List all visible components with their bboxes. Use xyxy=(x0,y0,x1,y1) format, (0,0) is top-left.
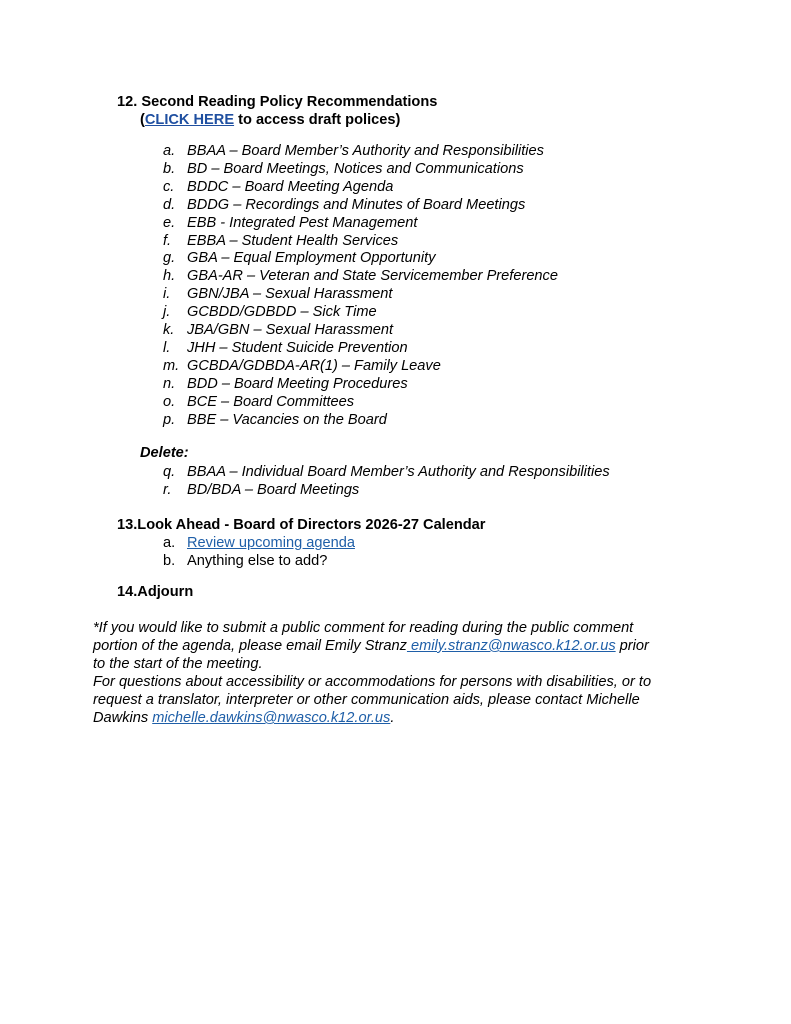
list-item-label: a. xyxy=(163,535,176,551)
list-item-label: n. xyxy=(163,375,176,392)
click-here-link[interactable]: CLICK HERE xyxy=(144,112,235,128)
open-paren: ( xyxy=(140,112,145,128)
list-item xyxy=(163,552,723,570)
list-item-text: GBN/JBA – Sexual Harassment xyxy=(187,286,393,303)
list-item-text: BDDG – Recordings and Minutes of Board Meetings xyxy=(187,196,526,213)
item-13-number: 13. xyxy=(117,517,138,533)
list-item xyxy=(163,142,723,160)
list-item-text: BCE – Board Committees xyxy=(187,393,355,410)
list-item-label: b. xyxy=(163,553,176,569)
delete-heading: Delete: xyxy=(140,445,189,461)
list-item-label: i. xyxy=(163,286,171,303)
list-item xyxy=(163,267,723,285)
list-item-text: EBBA – Student Health Services xyxy=(187,232,399,249)
item-12-title: Second Reading Policy Recommendations xyxy=(141,94,438,110)
item-14-heading xyxy=(117,583,193,601)
list-item xyxy=(163,411,723,429)
list-item xyxy=(163,463,723,481)
accessibility-line-3-prefix: Dawkins xyxy=(93,710,153,726)
list-item-label: e. xyxy=(163,214,176,231)
item-13-heading xyxy=(117,516,485,534)
list-item-text: GBA – Equal Employment Opportunity xyxy=(187,250,436,267)
accessibility-line-1: For questions about accessibility or accommodations for persons with disabilities, or to xyxy=(93,674,652,690)
list-item-text: BD/BDA – Board Meetings xyxy=(187,482,360,498)
list-item-text: BBE – Vacancies on the Board xyxy=(187,411,387,428)
list-item xyxy=(163,285,723,303)
list-item-label: l. xyxy=(163,339,171,356)
list-item-text: BD – Board Meetings, Notices and Communications xyxy=(187,160,524,177)
list-item xyxy=(163,178,723,196)
item-14-number: 14. xyxy=(117,584,138,600)
list-item xyxy=(163,375,723,393)
accessibility-line-3 xyxy=(93,709,394,727)
list-item xyxy=(163,196,723,214)
public-comment-line-2-suffix: prior xyxy=(615,638,649,654)
list-item-label: b. xyxy=(163,160,176,177)
list-item xyxy=(163,249,723,267)
list-item-text: BBAA – Board Member’s Authority and Responsibilities xyxy=(187,143,544,159)
list-item-text: JHH – Student Suicide Prevention xyxy=(187,339,408,356)
emily-email-link[interactable]: emily.stranz@nwasco.k12.or.us xyxy=(406,638,616,654)
public-comment-line-3: to the start of the meeting. xyxy=(93,656,263,672)
list-item-label: h. xyxy=(163,268,176,285)
accessibility-line-3-suffix: . xyxy=(390,710,395,726)
item-12-heading xyxy=(117,93,437,111)
list-item-label: p. xyxy=(163,411,176,428)
list-item-label: c. xyxy=(163,178,175,195)
list-item xyxy=(163,321,723,339)
list-item-text: GBA-AR – Veteran and State Servicemember Preference xyxy=(187,268,558,285)
list-item-label: g. xyxy=(163,250,176,267)
list-item xyxy=(163,303,723,321)
item-12-number: 12. xyxy=(117,94,138,110)
list-item-text: EBB - Integrated Pest Management xyxy=(187,214,418,231)
list-item-label: k. xyxy=(163,322,175,338)
draft-policies-line xyxy=(140,111,400,129)
public-comment-line-2 xyxy=(93,637,649,655)
list-item-label: j. xyxy=(163,304,171,321)
item-13-title: Look Ahead - Board of Directors 2026-27 Calendar xyxy=(137,517,486,533)
item-14-title: Adjourn xyxy=(137,584,194,600)
list-item xyxy=(163,339,723,357)
list-item-text: JBA/GBN – Sexual Harassment xyxy=(187,322,394,338)
list-item-text: BDDC – Board Meeting Agenda xyxy=(187,178,394,195)
accessibility-line-2: request a translator, interpreter or other communication aids, please contact Michelle xyxy=(93,692,640,708)
list-item-text: BDD – Board Meeting Procedures xyxy=(187,375,408,392)
list-item xyxy=(163,214,723,232)
list-item xyxy=(163,393,723,411)
list-item-label: a. xyxy=(163,143,176,159)
list-item-text: BBAA – Individual Board Member’s Authority and Responsibilities xyxy=(187,464,610,480)
list-item xyxy=(163,534,723,552)
list-item-label: r. xyxy=(163,482,172,498)
michelle-email-link[interactable]: michelle.dawkins@nwasco.k12.or.us xyxy=(152,710,391,726)
list-item xyxy=(163,160,723,178)
list-item-label: q. xyxy=(163,464,176,480)
list-item-label: o. xyxy=(163,393,176,410)
list-item-label: m. xyxy=(163,357,180,374)
draft-policies-suffix: to access draft polices) xyxy=(234,112,401,128)
list-item-text: GCBDA/GDBDA-AR(1) – Family Leave xyxy=(187,357,441,374)
list-item xyxy=(163,481,723,499)
list-item xyxy=(163,357,723,375)
list-item-text: GCBDD/GDBDD – Sick Time xyxy=(187,304,377,321)
list-item xyxy=(163,232,723,250)
public-comment-line-2-prefix: portion of the agenda, please email Emily Stranz xyxy=(93,638,407,654)
review-agenda-link[interactable]: Review upcoming agenda xyxy=(187,535,355,551)
list-item-label: f. xyxy=(163,232,172,249)
public-comment-line-1: *If you would like to submit a public comment for reading during the public comment xyxy=(93,620,634,636)
list-item-label: d. xyxy=(163,196,176,213)
list-item-text: Anything else to add? xyxy=(187,553,328,569)
